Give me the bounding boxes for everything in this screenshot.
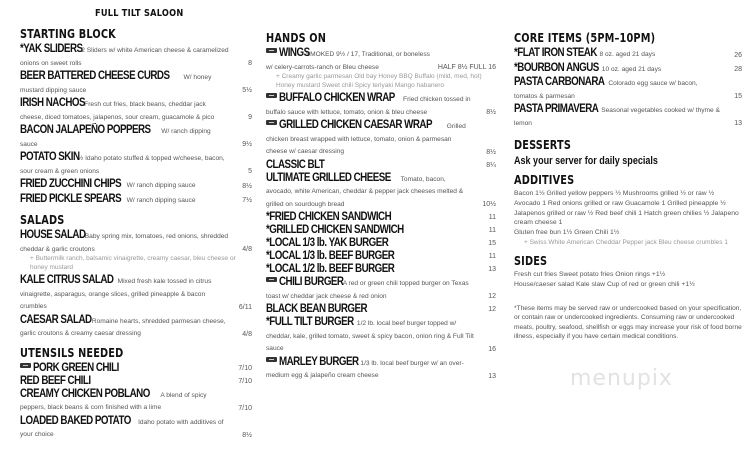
item-name: CREAMY CHICKEN POBLANO (20, 387, 150, 400)
raw-food-disclaimer: *These items may be served raw or undercooked based on your specification, or contain raw or undercooked ingredients. Consuming raw or undercooked meats, poultry, seafood, shellfish or eggs may increase your risk of food borne illness, especially if you have certain medical conditions. (514, 304, 742, 341)
item-name: *LOCAL 1/3 lb. YAK BURGER (266, 237, 389, 249)
new-badge-icon (266, 357, 277, 362)
item-price: 13 (488, 372, 496, 380)
additives-list-2: Gluten free bun 1½ Green Chili 1½ (514, 229, 620, 237)
item-desc: W/ honey mustard dipping sauce (20, 74, 212, 94)
item-name: KALE CITRUS SALAD (20, 274, 114, 286)
item-price: 8½ (486, 109, 496, 116)
menu-item (20, 124, 252, 149)
menu-item (20, 314, 252, 339)
menu-column-1 (20, 0, 252, 440)
menu-item (266, 356, 496, 381)
menu-item (266, 119, 496, 157)
item-name: CAESAR SALAD (20, 313, 92, 326)
item-price: 12 (488, 306, 496, 313)
menu-item (20, 151, 252, 176)
item-price: 28 (734, 66, 742, 73)
item-desc: Idaho potato with additives of your choice (20, 418, 224, 438)
item-price: 8½ (242, 431, 252, 439)
desserts-note: Ask your server for daily specials (514, 155, 658, 167)
item-options: + Creamy garlic parmesan Old bay Honey BBQ Buffalo (mild, med, hot) Honey mustard Sweet chili Spicy teriyaki Mango habanero (276, 73, 482, 89)
item-price: 16 (488, 345, 496, 353)
item-desc: Baby spring mix, tomatoes, red onions, shredded cheddar & garlic croutons (20, 233, 229, 253)
item-name: PORK GREEN CHILI (33, 361, 119, 374)
watermark: menupix (570, 366, 673, 391)
item-desc: 1/2 lb. local beef burger topped w/ cheddar, kale, grilled tomato, sweet & spicy bacon, onion ring & Full Tilt sauce (266, 320, 474, 352)
item-desc: Fresh cut fries, black beans, cheddar jack cheese, diced tomatoes, jalapenos, sour cream, guacamole & pico (20, 101, 215, 121)
item-name: *FLAT IRON STEAK (514, 47, 597, 59)
item-price: 12 (488, 293, 496, 300)
new-badge-icon (20, 363, 31, 368)
item-desc: Mixed fresh kale tossed in citrus vinaigrette, asparagus, orange slices, grilled pineapple & bacon crumbles (20, 278, 212, 310)
menu-item (266, 92, 496, 117)
item-name: BLACK BEAN BURGER (266, 303, 368, 315)
item-price: 7/10 (238, 377, 252, 385)
item-price: 13 (488, 266, 496, 273)
menu-column-3 (514, 0, 742, 342)
menu-item (20, 415, 252, 440)
item-desc: 8 oz. aged 21 days (599, 51, 656, 58)
item-price: 15 (488, 240, 496, 247)
item-name: BACON JALAPEÑO POPPERS (20, 124, 151, 136)
item-price: 15 (734, 93, 742, 100)
item-name: FRIED ZUCCHINI CHIPS (20, 178, 122, 190)
item-name: *BOURBON ANGUS (514, 61, 599, 74)
item-desc: ½ Idaho potato stuffed & topped w/cheese, bacon, sour cream & green onions (20, 155, 225, 175)
item-name: WINGS (279, 47, 310, 59)
menu-item (514, 76, 742, 101)
menu-item (266, 211, 496, 222)
menu-item (20, 43, 252, 68)
item-price: 13 (734, 120, 742, 127)
item-name: HOUSE SALAD (20, 229, 86, 241)
sides-line-1: Fresh cut fries Sweet potato fries Onion rings +1½ (514, 270, 666, 278)
section-title-additives: ADDITIVES (514, 172, 575, 187)
menu-item (20, 178, 252, 191)
item-options: + Buttermilk ranch, balsamic vinaigrette, creamy caesar, bleu cheese or honey mustard (30, 255, 236, 271)
item-price: 8 (248, 60, 252, 67)
menu-item (266, 303, 496, 314)
item-price: 11 (488, 214, 496, 221)
item-name: LOADED BAKED POTATO (20, 414, 131, 427)
section-title-starting-block: STARTING BLOCK (20, 26, 116, 41)
item-desc: SMOKED 9½ / 17, Traditional, or boneless w/ celery-carrots-ranch or Bleu cheese (266, 51, 430, 71)
menu-item (20, 375, 252, 386)
new-badge-icon (266, 93, 277, 98)
menu-item (20, 97, 252, 122)
section-title-desserts: DESSERTS (514, 137, 572, 152)
item-name: CLASSIC BLT (266, 158, 325, 171)
item-name: BUFFALO CHICKEN WRAP (279, 92, 395, 104)
restaurant-name: FULL TILT SALOON (95, 8, 184, 19)
menu-item (266, 47, 496, 90)
item-name: MARLEY BURGER (279, 355, 359, 368)
menu-item (266, 159, 496, 170)
item-price: 4/8 (242, 246, 252, 253)
menu-item (514, 47, 742, 60)
menu-item (514, 62, 742, 75)
menu-item (20, 70, 252, 95)
item-price: 11 (488, 227, 496, 234)
item-price: 26 (734, 51, 742, 59)
menu-item (266, 263, 496, 274)
item-desc: W/ ranch dipping sauce (20, 128, 211, 148)
additives-list: Bacon 1½ Grilled yellow peppers ½ Mushrooms grilled ½ or raw ½ Avocado 1 Red onions grilled or raw Guacamole 1 Grilled pineapple ½ Jalapenos grilled or raw ½ Red beef chili 1 Hatch green chilies ½ Jalapeno cream cheese 1 (514, 190, 739, 227)
menu-item (266, 237, 496, 248)
item-name: POTATO SKIN (20, 151, 80, 163)
section-title-sides: SIDES (514, 252, 548, 268)
item-desc: 2 Sliders w/ white American cheese & caramelized onions on sweet rolls (20, 47, 229, 67)
item-price: 7½ (242, 197, 252, 204)
item-name: *LOCAL 1/3 lb. BEEF BURGER (266, 250, 395, 262)
item-price: 8½ (486, 148, 496, 156)
new-badge-icon (266, 48, 277, 53)
new-badge-icon (266, 120, 277, 125)
item-name: ULTIMATE GRILLED CHEESE (266, 171, 391, 184)
item-price: 5½ (242, 87, 252, 94)
item-price: 11 (488, 253, 496, 260)
additives-cheese-options: + Swiss White American Cheddar Pepper jack Bleu cheese crumbles 1 (524, 238, 728, 246)
item-desc: W/ ranch dipping sauce (126, 196, 196, 204)
menu-item (266, 172, 496, 210)
item-desc: 1/3 lb. local beef burger w/ an over-medium egg & jalapeño cream cheese (266, 359, 464, 379)
item-price: 7/10 (238, 364, 252, 372)
menu-item (266, 276, 496, 301)
item-desc: Tomato, bacon, avocado, white American, cheddar & pepper jack cheeses melted & grilled on sourdough bread (266, 175, 464, 208)
item-desc: A red or green chili topped burger on Texas toast w/ cheddar jack cheese & red onion (266, 280, 469, 300)
item-name: BEER BATTERED CHEESE CURDS (20, 70, 170, 82)
item-desc: A blend of spicy peppers, black beans & corn finished with a lime (20, 391, 207, 411)
menu-column-2 (266, 0, 496, 381)
item-price: 4/8 (242, 330, 252, 338)
item-name: RED BEEF CHILI (20, 374, 91, 387)
menu-item (514, 103, 742, 128)
item-name: PASTA CARBONARA (514, 76, 605, 88)
item-name: *FRIED CHICKEN SANDWICH (266, 211, 392, 223)
item-name: CHILI BURGER (279, 276, 344, 288)
menu-item (20, 274, 252, 312)
section-title-hands-on: HANDS ON (266, 30, 327, 45)
menu-item (20, 362, 252, 373)
menu-item (266, 224, 496, 235)
item-name: GRILLED CHICKEN CAESAR WRAP (279, 119, 432, 131)
menu-item (266, 316, 496, 354)
item-name: *FULL TILT BURGER (266, 316, 354, 328)
item-price: 8½ (242, 182, 252, 190)
item-price: 9 (248, 114, 252, 121)
item-name: *GRILLED CHICKEN SANDWICH (266, 224, 404, 236)
item-desc: Colorado egg sauce w/ bacon, tomatos & parmesan (514, 80, 698, 100)
item-price: HALF 8½ FULL 16 (437, 64, 496, 71)
item-name: FRIED PICKLE SPEARS (20, 192, 122, 205)
item-desc: W/ ranch dipping sauce (126, 182, 196, 189)
item-price: 7/10 (238, 404, 252, 412)
item-price: 10½ (482, 201, 496, 208)
menu-item (266, 250, 496, 261)
item-name: *YAK SLIDERS (20, 43, 83, 55)
item-desc: Fried chicken tossed in buffalo sauce with lettuce, tomato, onion & bleu cheese (266, 96, 471, 116)
item-price: 8¼ (486, 161, 496, 169)
menu-item (20, 388, 252, 413)
menu-item (20, 193, 252, 206)
item-desc: 10 oz. aged 21 days (601, 65, 662, 73)
item-name: *LOCAL 1/2 lb. BEEF BURGER (266, 263, 395, 275)
item-price: 6/11 (238, 303, 252, 311)
item-price: 9½ (242, 141, 252, 148)
menu-item (20, 229, 252, 272)
item-desc: Seasonal vegetables cooked w/ thyme & lemon (514, 107, 720, 127)
section-title-utensils: UTENSILS NEEDED (20, 344, 124, 360)
section-title-core-items: CORE ITEMS (5PM–10PM) (514, 30, 656, 45)
item-desc: Romaine hearts, shredded parmesan cheese, garlic croutons & creamy caesar dressing (20, 317, 226, 337)
item-desc: Grilled chicken breast wrapped with lettuce, tomato, onion & parmesan cheese w/ caesar dressing (266, 123, 466, 155)
item-name: IRISH NACHOS (20, 97, 86, 109)
item-price: 5 (248, 168, 252, 175)
new-badge-icon (266, 277, 277, 282)
section-title-salads: SALADS (20, 212, 65, 227)
item-name: PASTA PRIMAVERA (514, 103, 599, 115)
sides-line-2: House/caeser salad Kale slaw Cup of red or green chili +1½ (514, 280, 695, 288)
